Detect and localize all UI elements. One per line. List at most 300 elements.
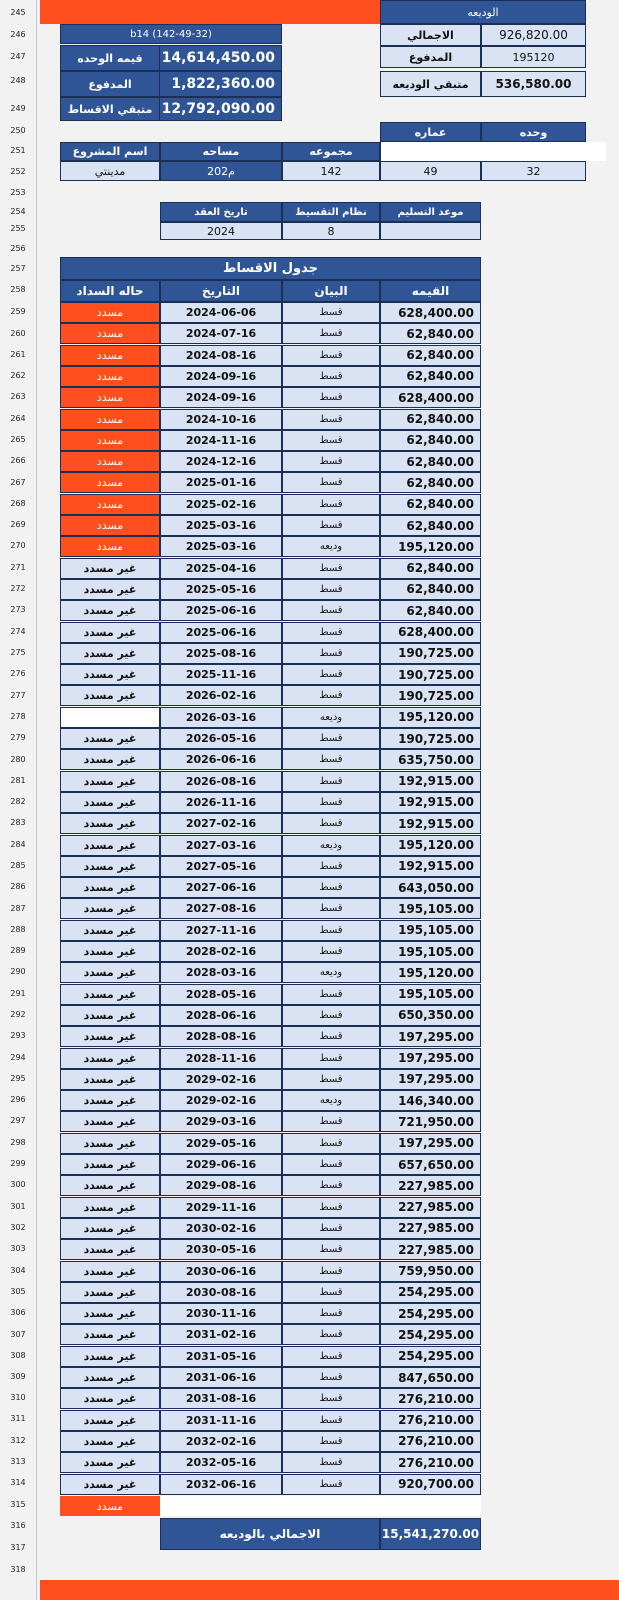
header-delivery: موعد التسليم [380,202,481,222]
installment-value: 197,295.00 [380,1026,481,1047]
installment-description: قسط [282,1388,380,1409]
installment-status: غير مسدد [60,1090,160,1111]
installment-value: 657,650.00 [380,1154,481,1175]
row-number: 257 [10,264,26,273]
installment-date: 2027-05-16 [160,856,282,877]
row-number: 299 [10,1159,26,1168]
unit-paid-label: المدفوع [60,71,160,97]
installment-date: 2025-03-16 [160,515,282,536]
installment-description: قسط [282,430,380,451]
row-number: 305 [10,1287,26,1296]
installment-date: 2025-05-16 [160,579,282,600]
row-number: 294 [10,1053,26,1062]
extra-paid-status: مسدد [60,1496,160,1516]
installment-description: قسط [282,685,380,706]
installment-value: 190,725.00 [380,728,481,749]
row-number: 258 [10,285,26,294]
installment-description: قسط [282,558,380,579]
installment-status: مسدد [60,494,160,515]
installment-value: 276,210.00 [380,1431,481,1452]
row-number: 246 [10,30,26,39]
row-number: 281 [10,776,26,785]
installment-description: قسط [282,1261,380,1282]
installment-date: 2029-06-16 [160,1154,282,1175]
installment-status: مسدد [60,345,160,366]
installment-value: 62,840.00 [380,600,481,621]
header-value: القيمه [380,280,481,302]
installment-description: قسط [282,600,380,621]
row-number: 282 [10,797,26,806]
installment-description: قسط [282,366,380,387]
installment-value: 62,840.00 [380,409,481,430]
installment-status: غير مسدد [60,835,160,856]
row-number: 291 [10,989,26,998]
installment-date: 2028-02-16 [160,941,282,962]
installment-date: 2028-11-16 [160,1048,282,1069]
unit-remaining-value: 12,792,090.00 [60,97,282,121]
row-number: 264 [10,414,26,423]
installment-status: غير مسدد [60,877,160,898]
installment-status: غير مسدد [60,962,160,983]
installment-value: 62,840.00 [380,323,481,344]
installment-description: قسط [282,941,380,962]
installment-date: 2025-11-16 [160,664,282,685]
row-number: 306 [10,1308,26,1317]
header-project: اسم المشروع [60,142,160,161]
installment-description: قسط [282,1410,380,1431]
row-number: 302 [10,1223,26,1232]
installment-status: مسدد [60,515,160,536]
installment-date: 2028-08-16 [160,1026,282,1047]
installment-value: 195,105.00 [380,920,481,941]
unit-price-value: 14,614,450.00 [60,45,282,71]
row-number: 297 [10,1116,26,1125]
installment-status: غير مسدد [60,1133,160,1154]
installment-status: غير مسدد [60,1261,160,1282]
installment-value: 190,725.00 [380,664,481,685]
installment-value: 192,915.00 [380,792,481,813]
header-group: مجموعه [282,142,380,161]
installment-description: قسط [282,494,380,515]
installment-date: 2026-06-16 [160,749,282,770]
installment-status: مسدد [60,302,160,323]
installment-status: مسدد [60,451,160,472]
row-number: 284 [10,840,26,849]
installment-value: 643,050.00 [380,877,481,898]
row-number: 309 [10,1372,26,1381]
row-number: 275 [10,648,26,657]
value-building: 49 [380,161,481,181]
installment-description: قسط [282,771,380,792]
total-with-deposit-label: الاجمالي بالوديعه [160,1518,380,1550]
installment-value: 62,840.00 [380,430,481,451]
row-number: 279 [10,733,26,742]
row-number: 288 [10,925,26,934]
row-number: 251 [10,146,26,155]
row-number: 300 [10,1180,26,1189]
row-number: 292 [10,1010,26,1019]
row-number: 265 [10,435,26,444]
row-number: 269 [10,520,26,529]
row-number: 248 [10,76,26,85]
installment-date: 2031-08-16 [160,1388,282,1409]
installment-description: قسط [282,1111,380,1132]
installment-description: وديعه [282,835,380,856]
deposit-remaining-value: 536,580.00 [481,71,586,97]
installment-value: 62,840.00 [380,579,481,600]
row-number: 280 [10,755,26,764]
installment-value: 195,105.00 [380,898,481,919]
header-date: التاريخ [160,280,282,302]
installment-description: قسط [282,728,380,749]
installment-description: قسط [282,898,380,919]
installment-description: قسط [282,1367,380,1388]
installment-description: قسط [282,1346,380,1367]
unit-remaining-label: متبقي الاقساط [60,97,160,121]
installment-description: قسط [282,643,380,664]
installment-status: غير مسدد [60,622,160,643]
installment-description: قسط [282,1218,380,1239]
bottom-red-banner [40,1580,619,1600]
installment-description: قسط [282,664,380,685]
installment-value: 62,840.00 [380,515,481,536]
installment-date: 2032-02-16 [160,1431,282,1452]
deposit-title: الوديعه [380,0,586,24]
installment-value: 628,400.00 [380,622,481,643]
installment-status: غير مسدد [60,898,160,919]
unit-price-label: قيمه الوحده [60,45,160,71]
row-number: 285 [10,861,26,870]
installment-status: مسدد [60,409,160,430]
installment-status: غير مسدد [60,856,160,877]
installment-value: 192,915.00 [380,813,481,834]
installment-value: 847,650.00 [380,1367,481,1388]
row-number: 286 [10,882,26,891]
installment-date: 2025-03-16 [160,536,282,557]
installment-value: 276,210.00 [380,1410,481,1431]
installment-value: 197,295.00 [380,1133,481,1154]
row-number: 260 [10,329,26,338]
installment-value: 62,840.00 [380,472,481,493]
installment-status: غير مسدد [60,1026,160,1047]
installment-value: 190,725.00 [380,643,481,664]
installment-date: 2029-11-16 [160,1197,282,1218]
row-number: 290 [10,967,26,976]
installment-status: غير مسدد [60,1303,160,1324]
header-unit: وحده [481,122,586,142]
installment-date: 2027-03-16 [160,835,282,856]
row-number: 293 [10,1031,26,1040]
installment-date: 2024-09-16 [160,387,282,408]
header-area: مساحه [160,142,282,161]
installment-date: 2028-03-16 [160,962,282,983]
installment-date: 2030-05-16 [160,1239,282,1260]
installment-value: 254,295.00 [380,1324,481,1345]
installment-value: 276,210.00 [380,1388,481,1409]
installment-value: 276,210.00 [380,1452,481,1473]
deposit-remaining-label: متبقي الوديعه [380,71,481,97]
row-number: 311 [10,1414,26,1423]
row-number: 263 [10,392,26,401]
row-number: 267 [10,478,26,487]
row-number: 308 [10,1351,26,1360]
installment-description: قسط [282,345,380,366]
value-unit: 32 [481,161,586,181]
installment-description: وديعه [282,536,380,557]
installment-value: 197,295.00 [380,1069,481,1090]
row-number: 278 [10,712,26,721]
installment-date: 2028-06-16 [160,1005,282,1026]
row-number: 256 [10,244,26,253]
installment-description: قسط [282,1069,380,1090]
installment-description: قسط [282,1133,380,1154]
installment-status: غير مسدد [60,579,160,600]
top-red-banner [40,0,380,24]
installment-description: قسط [282,1474,380,1495]
installment-status: غير مسدد [60,1452,160,1473]
installment-date: 2025-02-16 [160,494,282,515]
installment-date: 2027-08-16 [160,898,282,919]
installment-value: 227,985.00 [380,1239,481,1260]
installment-description: قسط [282,1452,380,1473]
header-contract-date: تاريخ العقد [160,202,282,222]
installment-value: 628,400.00 [380,302,481,323]
installment-date: 2030-02-16 [160,1218,282,1239]
installment-description: قسط [282,579,380,600]
row-number: 303 [10,1244,26,1253]
installment-date: 2024-11-16 [160,430,282,451]
installment-date: 2029-05-16 [160,1133,282,1154]
installment-value: 227,985.00 [380,1175,481,1196]
installment-status: غير مسدد [60,1197,160,1218]
installment-date: 2028-05-16 [160,984,282,1005]
row-number: 266 [10,456,26,465]
installment-status: غير مسدد [60,813,160,834]
installment-value: 195,105.00 [380,941,481,962]
row-number: 261 [10,350,26,359]
installment-date: 2032-05-16 [160,1452,282,1473]
deposit-total-value: 926,820.00 [481,24,586,46]
installment-description: قسط [282,515,380,536]
installment-status: غير مسدد [60,728,160,749]
installment-status: غير مسدد [60,685,160,706]
installment-status: غير مسدد [60,1111,160,1132]
row-number: 273 [10,605,26,614]
installment-status: غير مسدد [60,1367,160,1388]
installment-description: قسط [282,1048,380,1069]
installment-status: مسدد [60,430,160,451]
installment-description: وديعه [282,962,380,983]
total-with-deposit-value: 15,541,270.00 [380,1518,481,1550]
unit-code: b14 (142-49-32) [60,24,282,44]
installment-status: غير مسدد [60,984,160,1005]
installment-date: 2031-06-16 [160,1367,282,1388]
installment-description: قسط [282,1431,380,1452]
row-number: 252 [10,167,26,176]
installment-description: قسط [282,1303,380,1324]
installment-status: مسدد [60,323,160,344]
row-number: 301 [10,1202,26,1211]
installment-value: 759,950.00 [380,1261,481,1282]
installment-status: غير مسدد [60,1346,160,1367]
installment-status: غير مسدد [60,1282,160,1303]
installment-date: 2029-02-16 [160,1090,282,1111]
row-number: 276 [10,669,26,678]
row-number: 307 [10,1330,26,1339]
installment-status: غير مسدد [60,941,160,962]
deposit-total-label: الاجمالي [380,24,481,46]
installment-value: 195,105.00 [380,984,481,1005]
installment-value: 192,915.00 [380,856,481,877]
installment-description: قسط [282,813,380,834]
installment-date: 2029-02-16 [160,1069,282,1090]
installment-date: 2027-06-16 [160,877,282,898]
row-number: 254 [10,207,26,216]
installment-status [60,707,160,728]
row-number: 316 [10,1521,26,1530]
installment-description: قسط [282,622,380,643]
installment-date: 2025-01-16 [160,472,282,493]
value-area: 202م [160,161,282,181]
installment-description: قسط [282,749,380,770]
installment-value: 197,295.00 [380,1048,481,1069]
installment-value: 254,295.00 [380,1282,481,1303]
installment-date: 2029-03-16 [160,1111,282,1132]
installment-date: 2031-11-16 [160,1410,282,1431]
installment-date: 2026-02-16 [160,685,282,706]
installment-description: قسط [282,323,380,344]
deposit-paid-value: 195120 [481,46,586,68]
header-building: عماره [380,122,481,142]
blank-filler [380,142,606,161]
row-number: 250 [10,126,26,135]
row-header-divider [36,0,37,1600]
row-number: 287 [10,904,26,913]
installment-status: غير مسدد [60,664,160,685]
row-number: 268 [10,499,26,508]
installment-value: 635,750.00 [380,749,481,770]
installment-value: 195,120.00 [380,536,481,557]
row-number: 315 [10,1500,26,1509]
row-number: 253 [10,188,26,197]
installment-value: 192,915.00 [380,771,481,792]
installment-value: 254,295.00 [380,1303,481,1324]
installment-value: 628,400.00 [380,387,481,408]
row-number: 259 [10,307,26,316]
installment-description: قسط [282,1197,380,1218]
installment-value: 195,120.00 [380,962,481,983]
extra-blank [160,1496,481,1516]
installment-date: 2025-08-16 [160,643,282,664]
row-number: 277 [10,691,26,700]
installment-value: 62,840.00 [380,494,481,515]
row-number: 249 [10,104,26,113]
installment-value: 62,840.00 [380,345,481,366]
row-number: 296 [10,1095,26,1104]
installment-description: وديعه [282,707,380,728]
installment-date: 2024-12-16 [160,451,282,472]
deposit-paid-label: المدفوع [380,46,481,68]
installment-description: وديعه [282,1090,380,1111]
installment-date: 2024-06-06 [160,302,282,323]
installment-date: 2024-10-16 [160,409,282,430]
installment-status: غير مسدد [60,1048,160,1069]
value-project: مدينتي [60,161,160,181]
value-contract-date: 2024 [160,222,282,240]
row-number: 270 [10,541,26,550]
installment-description: قسط [282,409,380,430]
row-number: 262 [10,371,26,380]
installment-date: 2027-11-16 [160,920,282,941]
row-number: 274 [10,627,26,636]
installment-date: 2030-08-16 [160,1282,282,1303]
installment-value: 650,350.00 [380,1005,481,1026]
installment-description: قسط [282,1026,380,1047]
installment-date: 2032-06-16 [160,1474,282,1495]
installment-status: غير مسدد [60,1239,160,1260]
installment-date: 2026-03-16 [160,707,282,728]
installment-description: قسط [282,1175,380,1196]
row-number: 310 [10,1393,26,1402]
installment-status: غير مسدد [60,792,160,813]
installment-date: 2025-06-16 [160,600,282,621]
installment-description: قسط [282,472,380,493]
installment-value: 721,950.00 [380,1111,481,1132]
installment-date: 2030-06-16 [160,1261,282,1282]
row-number: 283 [10,818,26,827]
installment-description: قسط [282,856,380,877]
row-number: 295 [10,1074,26,1083]
installment-description: قسط [282,1239,380,1260]
installment-status: غير مسدد [60,1069,160,1090]
value-plan: 8 [282,222,380,240]
installment-status: غير مسدد [60,1175,160,1196]
installment-description: قسط [282,1324,380,1345]
row-number: 271 [10,563,26,572]
installment-description: قسط [282,451,380,472]
installment-value: 146,340.00 [380,1090,481,1111]
row-number: 255 [10,224,26,233]
installment-status: غير مسدد [60,1431,160,1452]
installment-status: غير مسدد [60,1154,160,1175]
row-number: 313 [10,1457,26,1466]
row-number: 245 [10,8,26,17]
installment-date: 2024-08-16 [160,345,282,366]
installment-description: قسط [282,984,380,1005]
installment-date: 2024-07-16 [160,323,282,344]
installment-description: قسط [282,1154,380,1175]
installment-description: قسط [282,1282,380,1303]
installment-date: 2026-05-16 [160,728,282,749]
row-number: 317 [10,1543,26,1552]
row-number: 298 [10,1138,26,1147]
installment-status: غير مسدد [60,558,160,579]
installment-status: غير مسدد [60,1410,160,1431]
row-number: 312 [10,1436,26,1445]
installment-value: 920,700.00 [380,1474,481,1495]
installment-value: 62,840.00 [380,451,481,472]
installment-status: مسدد [60,536,160,557]
installment-status: مسدد [60,472,160,493]
installment-description: قسط [282,302,380,323]
installment-description: قسط [282,387,380,408]
row-number: 247 [10,52,26,61]
row-number: 304 [10,1266,26,1275]
installment-date: 2025-06-16 [160,622,282,643]
installment-value: 227,985.00 [380,1218,481,1239]
installment-date: 2029-08-16 [160,1175,282,1196]
installment-value: 195,120.00 [380,835,481,856]
